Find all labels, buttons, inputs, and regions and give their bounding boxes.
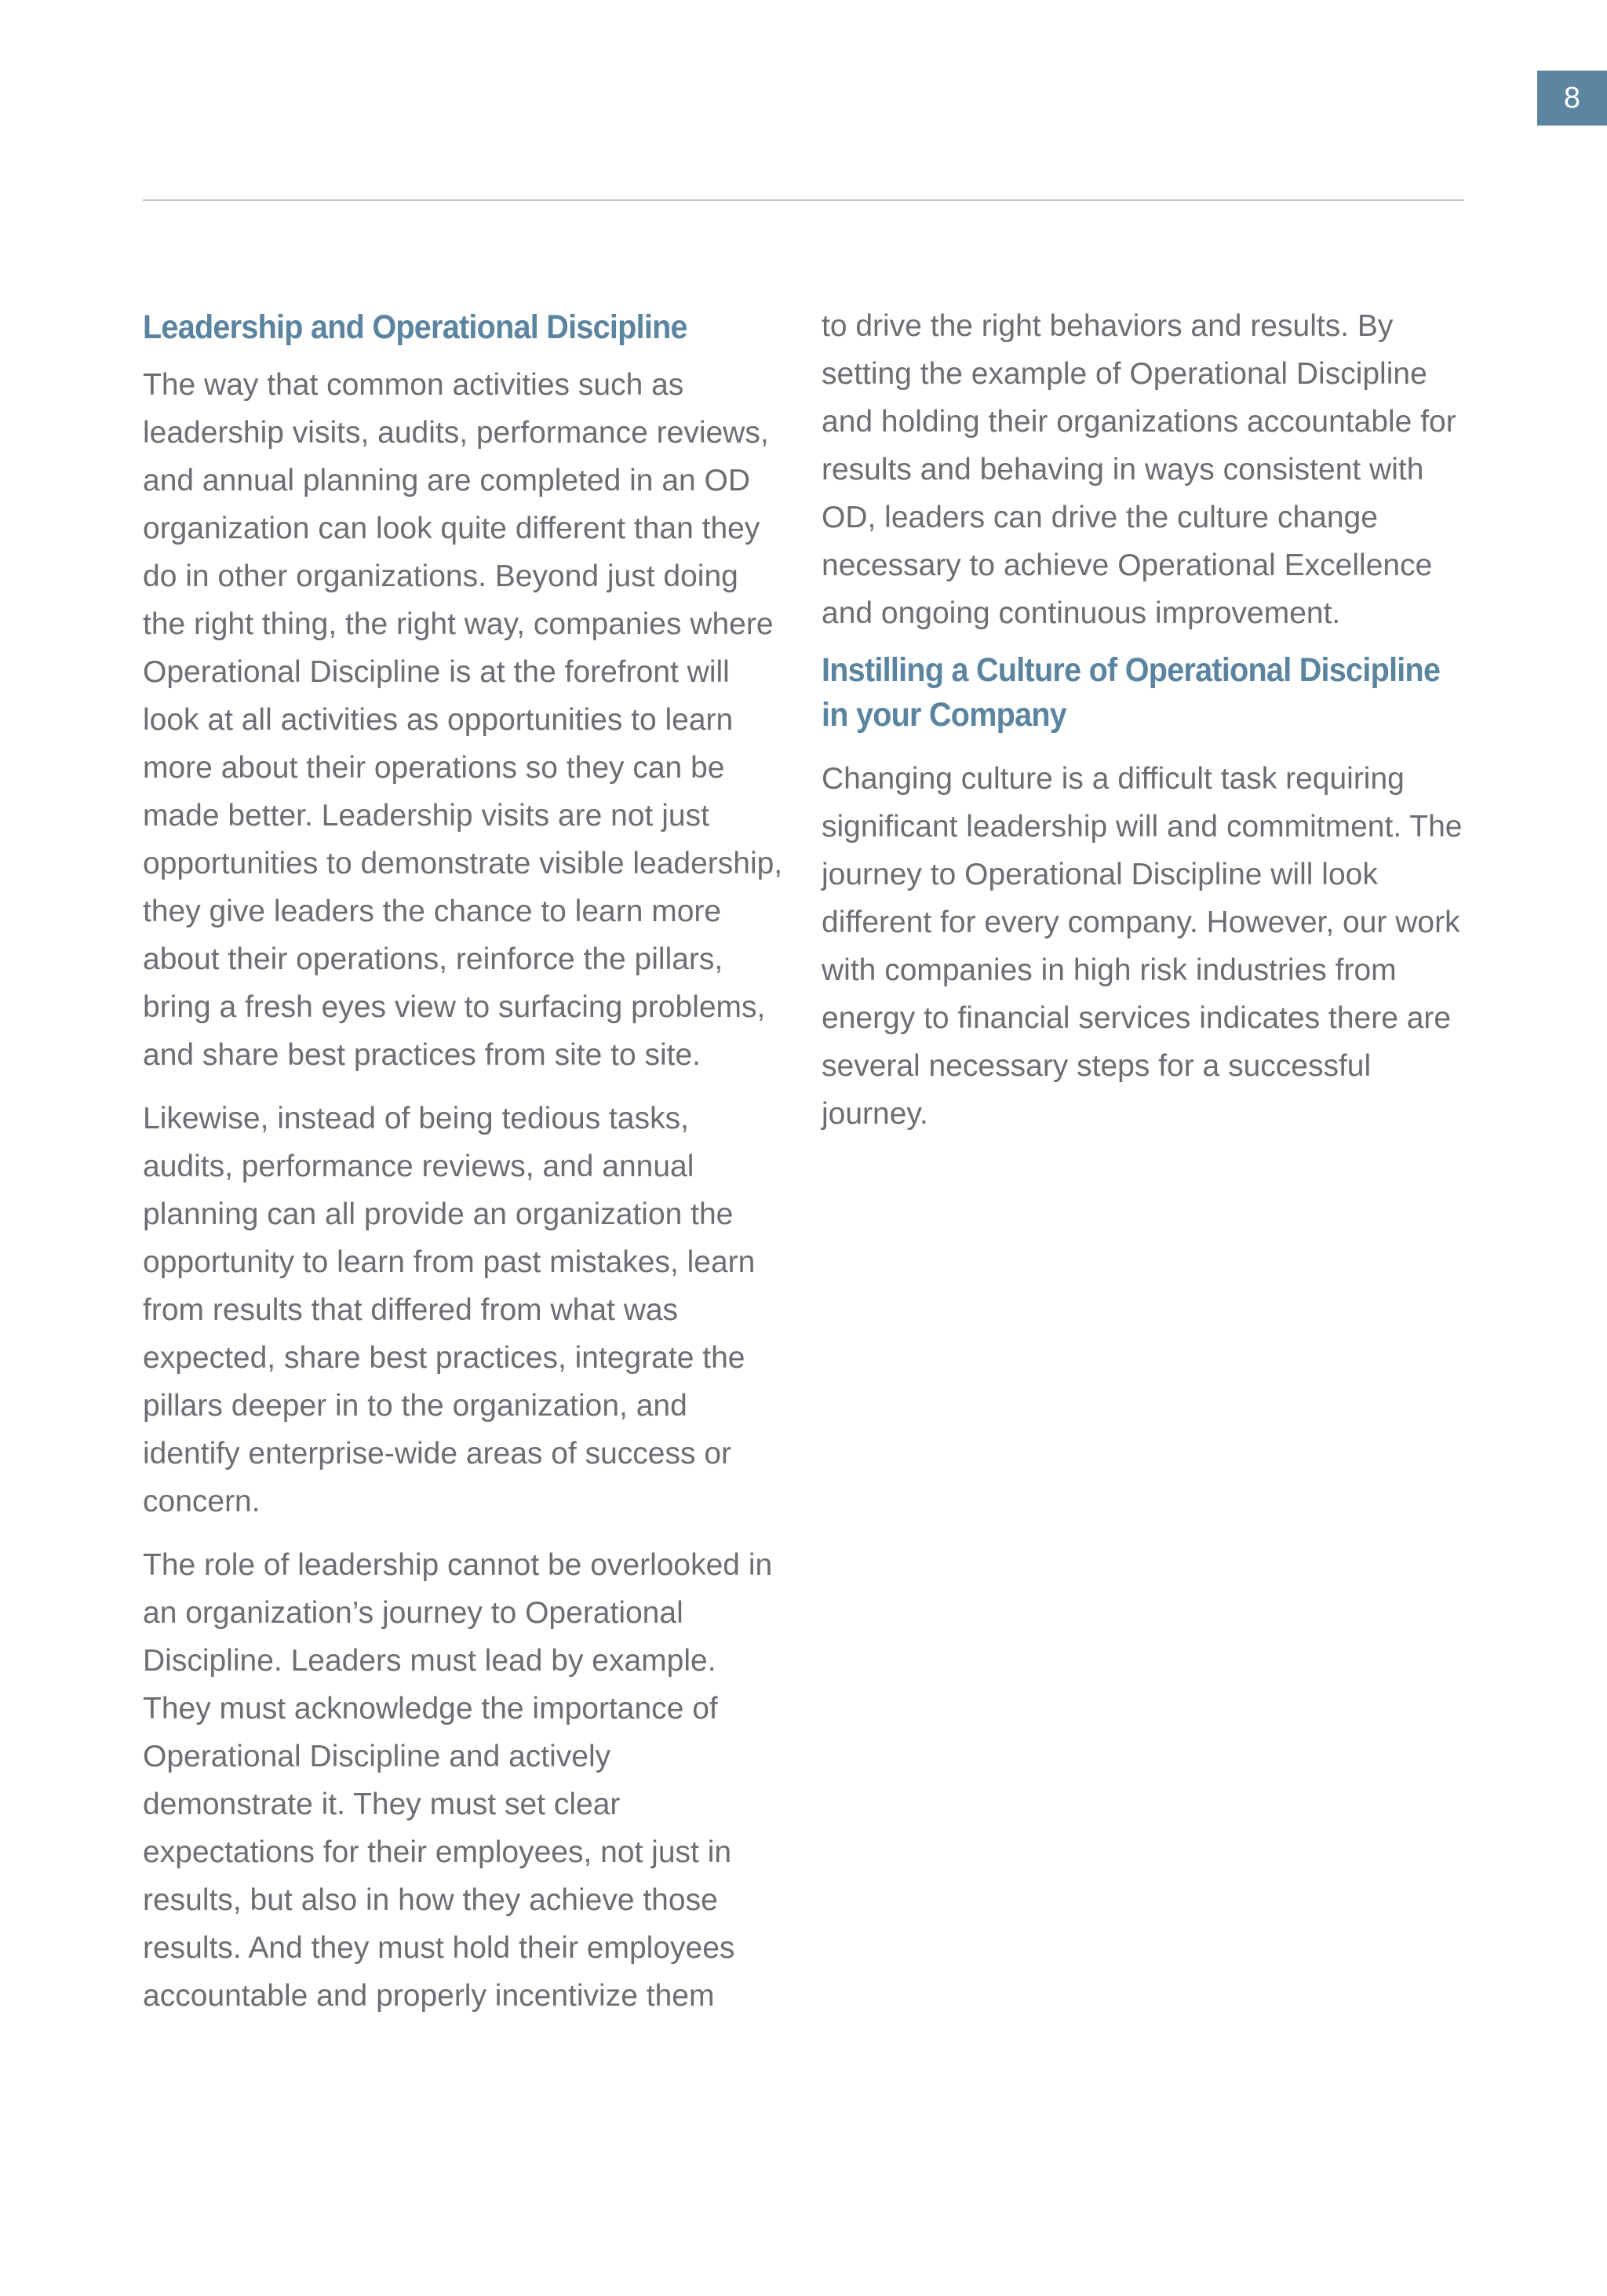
section-heading-leadership: Leadership and Operational Discipline bbox=[143, 308, 687, 346]
page-number: 8 bbox=[1537, 71, 1607, 126]
paragraph-continuation: to drive the right behaviors and results. By setting the example of Operational Discipline and holding their organizations accountable for results and behaving in ways consistent with OD, leaders can drive the culture change necessary to achieve Operational Excellence and ongoing continuous improvement. bbox=[822, 309, 1456, 630]
right-column bbox=[822, 302, 1473, 1153]
paragraph-likewise: Likewise, instead of being tedious tasks, audits, performance reviews, and annual planning can all provide an organization the opportunity to learn from past mistakes, learn from results that differed from what was expected, share best practices, integrate the pillars deeper in to the organization, and identify enterprise-wide areas of success or concern. bbox=[143, 1102, 756, 1518]
paragraph-changing-culture: Changing culture is a difficult task requiring significant leadership will and commitment. The journey to Operational Discipline will look different for every company. However, our work with companies in high risk industries from energy to financial services indicates there are several necessary steps for a successful journey. bbox=[822, 762, 1463, 1131]
paragraph-common-activities: The way that common activities such as leadership visits, audits, performance reviews, and annual planning are completed in an OD organization can look quite different than they do in other organizations. Beyond just doing the right thing, the right way, companies where Operational Discipline is at the forefront will look at all activities as opportunities to learn more about their operations so they can be made better. Leadership visits are not just opportunities to demonstrate visible leadership, they give leaders the chance to learn more about their operations, reinforce the pillars, bring a fresh eyes view to surfacing problems, and share best practices from site to site. bbox=[143, 368, 783, 1072]
left-column bbox=[143, 302, 786, 2035]
header-divider bbox=[143, 199, 1464, 201]
section-heading-instilling-culture: Instilling a Culture of Operational Discipline in your Company bbox=[822, 651, 1441, 734]
paragraph-role-of-leadership: The role of leadership cannot be overlooked in an organization’s journey to Operational Discipline. Leaders must lead by example. They must acknowledge the importance of Operational Discipline and actively demonstrate it. They must set clear expectations for their employees, not just in results, but also in how they achieve those results. And they must hold their employees accountable and properly incentivize them bbox=[143, 1548, 773, 2013]
